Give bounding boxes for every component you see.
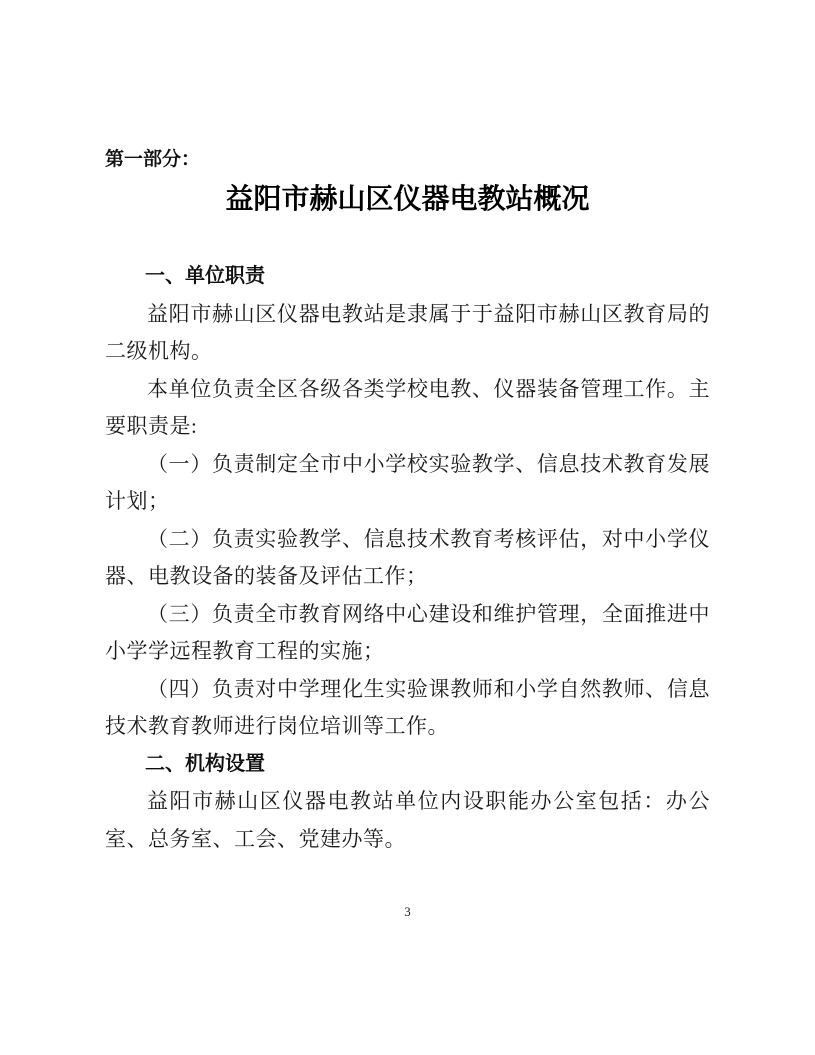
paragraph-duty-item-4: （四）负责对中学理化生实验课教师和小学自然教师、信息技术教育教师进行岗位培训等工作。 [105,676,710,738]
paragraph-affiliation: 益阳市赫山区仪器电教站是隶属于于益阳市赫山区教育局的二级机构。 [105,301,710,363]
section-heading-unit-duties: 一、单位职责 [145,265,265,287]
paragraph-duty-item-3: （三）负责全市教育网络中心建设和维护管理，全面推进中小学学远程教育工程的实施； [105,601,710,663]
page-number: 3 [404,904,411,919]
paragraph-organization-offices: 益阳市赫山区仪器电教站单位内设职能办公室包括：办公室、总务室、工会、党建办等。 [105,789,710,851]
section-heading-organization: 二、机构设置 [145,752,265,775]
paragraph-duty-item-1: （一）负责制定全市中小学校实验教学、信息技术教育发展计划； [105,451,710,513]
part-label: 第一部分： [105,149,201,170]
paragraph-duty-item-2: （二）负责实验教学、信息技术教育考核评估，对中小学仪器、电教设备的装备及评估工作； [105,526,710,588]
paragraph-responsibility-intro: 本单位负责全区各级各类学校电教、仪器装备管理工作。主要职责是: [105,376,710,438]
document-title: 益阳市赫山区仪器电教站概况 [225,184,590,215]
